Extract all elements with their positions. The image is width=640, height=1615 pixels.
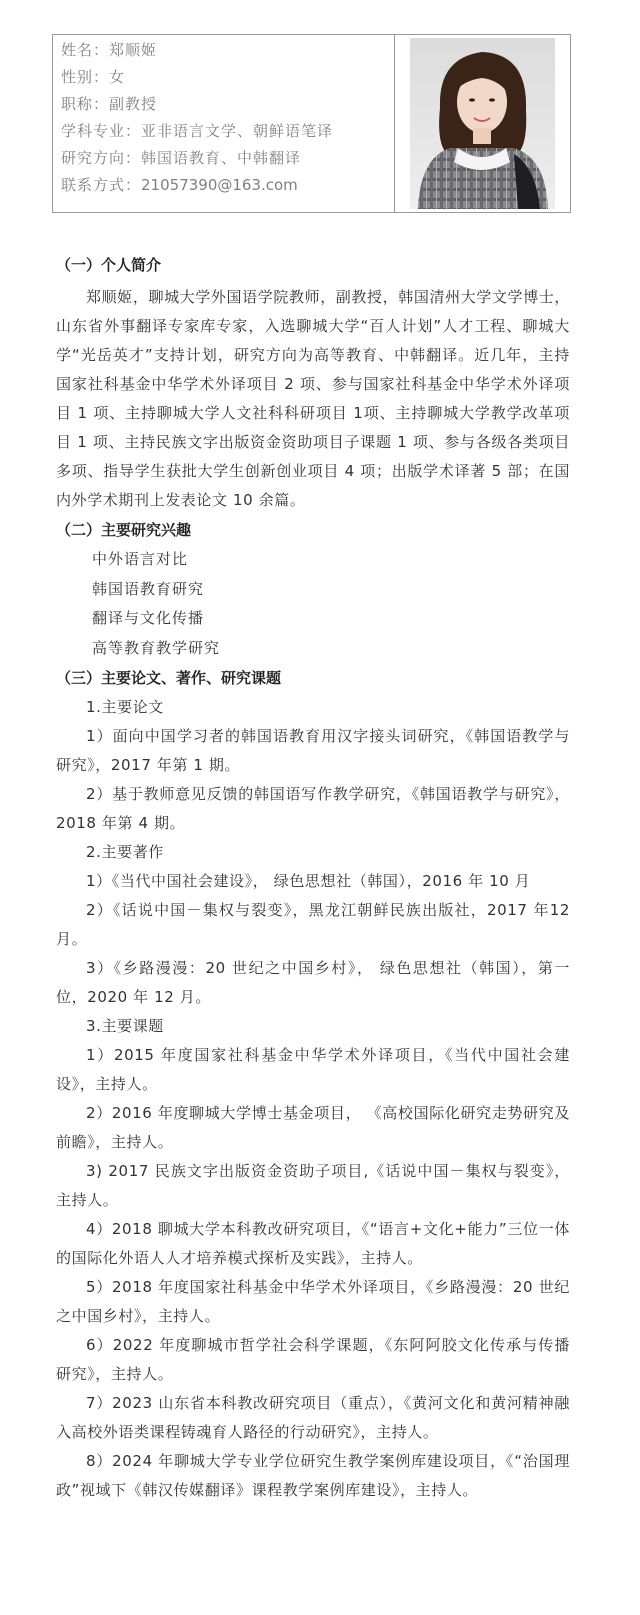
profile-gender: 性别：女	[61, 68, 126, 86]
profile-photo	[410, 38, 555, 209]
profile-card	[52, 34, 571, 213]
project-item: 2）2016 年度聊城大学博士基金项目， 《高校国际化研究走势研究及前瞻》，主持人。	[56, 1104, 570, 1151]
section-heading-interests: （二）主要研究兴趣	[56, 521, 192, 539]
intro-paragraph: 郑顺姬，聊城大学外国语学院教师，副教授，韩国清州大学文学博士，山东省外事翻译专家库专家，入选聊城大学“百人计划”人才工程、聊城大学“光岳英才”支持计划，研究方向为高等教育、中韩翻译。近几年，主持国家社科基金中华学术外译项目 2 项、参与国家社科基金中华学术外译项目 1 项、主持聊城大学人文社科科研项目 1项、主持聊城大学教学改革项目 1 项、主持民族文字出版资金资助项目子课题 1 项、参与各级各类项目多项、指导学生获批大学生创新创业项目 4 项；出版学术译著 5 部；在国内外学术期刊上发表论文 10 余篇。	[56, 288, 570, 509]
section-heading-intro: （一）个人简介	[56, 256, 162, 274]
paper-item: 1）面向中国学习者的韩国语教育用汉字接头词研究，《韩国语教学与研究》，2017 年第 1 期。	[56, 727, 570, 774]
table-divider	[394, 35, 395, 212]
papers-heading: 1.主要论文	[86, 698, 164, 716]
profile-info-list	[61, 37, 401, 199]
project-item: 3) 2017 民族文字出版资金资助子项目,《话说中国－集权与裂变》，主持人。	[56, 1162, 570, 1209]
interest-item: 高等教育教学研究	[92, 638, 221, 657]
section-heading-publications: （三）主要论文、著作、研究课题	[56, 669, 282, 687]
books-heading: 2.主要著作	[86, 843, 164, 861]
project-item: 5）2018 年度国家社科基金中华学术外译项目，《乡路漫漫：20 世纪之中国乡村》，主持人。	[56, 1278, 570, 1325]
profile-name: 姓名：郑顺姬	[61, 41, 158, 59]
project-item: 6）2022 年度聊城市哲学社会科学课题，《东阿阿胶文化传承与传播研究》，主持人。	[56, 1336, 570, 1383]
contact-email: 21057390@163.com	[141, 176, 298, 194]
project-item: 7）2023 山东省本科教改研究项目（重点），《黄河文化和黄河精神融入高校外语类课程铸魂育人路径的行动研究》，主持人。	[56, 1394, 570, 1441]
article	[56, 250, 570, 1505]
interest-item: 韩国语教育研究	[92, 579, 205, 598]
interest-list	[56, 545, 570, 663]
book-item: 2）《话说中国－集权与裂变》，黑龙江朝鲜民族出版社，2017 年12 月。	[56, 901, 570, 948]
profile-major: 学科专业：亚非语言文学、朝鲜语笔译	[61, 122, 334, 140]
project-item: 4）2018 聊城大学本科教改研究项目，《“语言+文化+能力”三位一体的国际化外语人人才培养模式探析及实践》，主持人。	[56, 1220, 570, 1267]
book-item: 3）《乡路漫漫：20 世纪之中国乡村》， 绿色思想社（韩国），第一位，2020 年 12 月。	[56, 959, 570, 1006]
project-item: 1）2015 年度国家社科基金中华学术外译项目，《当代中国社会建设》，主持人。	[56, 1046, 570, 1093]
profile-contact	[61, 172, 401, 199]
book-item: 1）《当代中国社会建设》， 绿色思想社（韩国），2016 年 10 月	[86, 872, 531, 890]
profile-title: 职称：副教授	[61, 95, 158, 113]
interest-item: 中外语言对比	[92, 550, 189, 568]
paper-item: 2）基于教师意见反馈的韩国语写作教学研究，《韩国语教学与研究》，2018 年第 4 期。	[56, 785, 570, 832]
interest-item: 翻译与文化传播	[92, 609, 205, 627]
profile-research: 研究方向：韩国语教育、中韩翻译	[61, 149, 302, 167]
projects-heading: 3.主要课题	[86, 1017, 164, 1035]
contact-label: 联系方式：	[61, 176, 142, 194]
project-item: 8）2024 年聊城大学专业学位研究生教学案例库建设项目，《“治国理政”视域下《韩汉传媒翻译》课程教学案例库建设》，主持人。	[56, 1452, 570, 1499]
